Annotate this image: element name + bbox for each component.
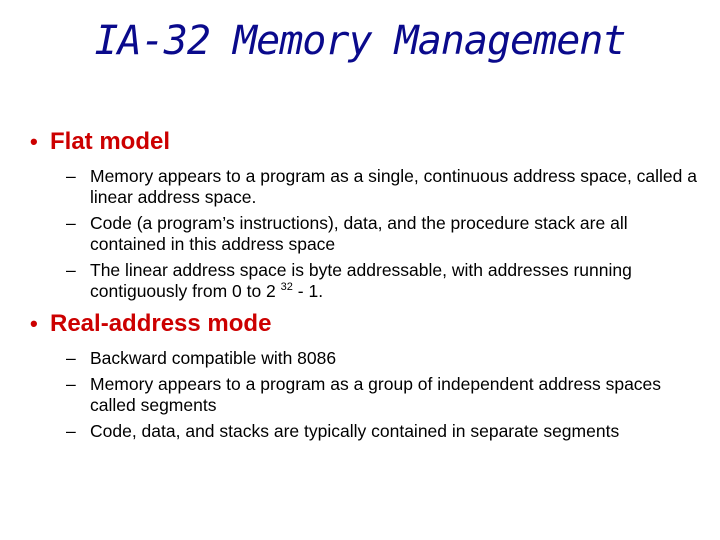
item-text: Code (a program’s instructions), data, and the procedure stack are all contained in this address space xyxy=(90,213,628,254)
item-text: Code, data, and stacks are typically contained in separate segments xyxy=(90,421,620,441)
item-text: Memory appears to a program as a single, continuous address space, called a linear address space. xyxy=(90,166,697,207)
list-item xyxy=(66,213,700,255)
sub-list xyxy=(30,166,700,302)
list-item xyxy=(66,421,700,442)
section-flat-model xyxy=(30,128,700,307)
heading-text: Real-address mode xyxy=(50,310,272,337)
list-item xyxy=(66,260,700,302)
item-text: Memory appears to a program as a group of independent address spaces called segments xyxy=(90,374,662,415)
list-item xyxy=(66,348,700,369)
item-text-suffix: - 1. xyxy=(292,281,324,301)
bullet-icon: • xyxy=(30,129,38,154)
list-item xyxy=(66,166,700,208)
item-text: The linear address space is byte addressable, with addresses running contiguously from 0 to 2 xyxy=(90,260,632,301)
list-item xyxy=(66,374,700,416)
item-text: Backward compatible with 8086 xyxy=(90,348,337,368)
section-heading xyxy=(30,310,700,338)
slide-title: IA-32 Memory Management xyxy=(94,18,626,64)
bullet-icon: • xyxy=(30,311,38,336)
section-real-address-mode xyxy=(30,310,700,447)
sub-list xyxy=(30,348,700,442)
heading-text: Flat model xyxy=(50,128,171,155)
section-heading xyxy=(30,128,700,156)
exponent: 32 xyxy=(280,281,293,294)
